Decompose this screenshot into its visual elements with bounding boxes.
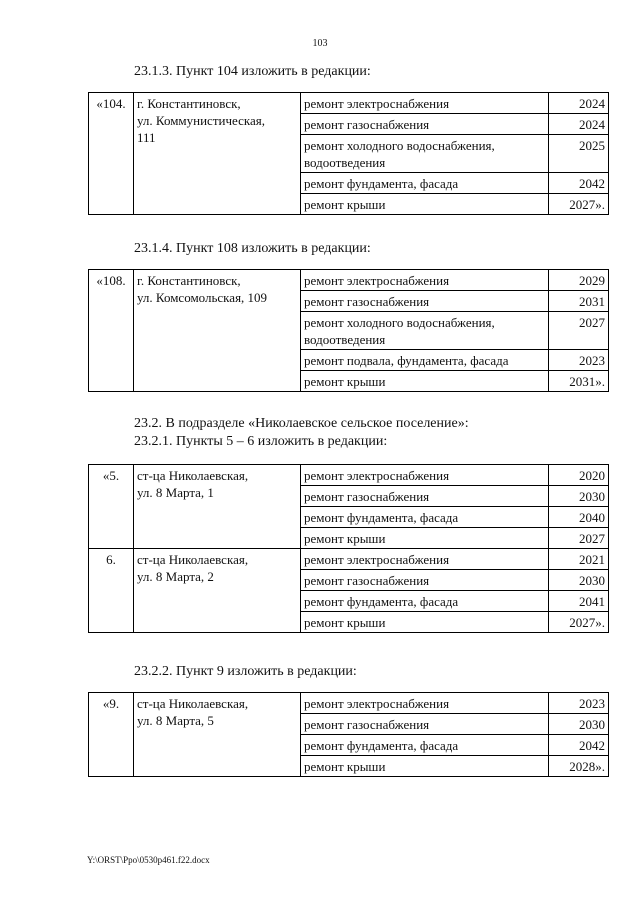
work-year: 2029 <box>549 270 609 291</box>
section-heading-9: 23.2.2. Пункт 9 изложить в редакции: <box>134 664 357 679</box>
work-name: ремонт фундамента, фасада <box>301 507 549 528</box>
page-number: 103 <box>312 38 328 49</box>
work-year: 2027». <box>549 194 609 215</box>
work-name: ремонт фундамента, фасада <box>301 591 549 612</box>
address-line: ст-ца Николаевская, <box>137 552 249 567</box>
work-year: 2031». <box>549 371 609 392</box>
table-row <box>89 270 609 291</box>
work-year: 2027». <box>549 612 609 633</box>
table-row <box>89 465 609 486</box>
item-number: «104. <box>89 93 134 215</box>
work-year: 2031 <box>549 291 609 312</box>
work-name: ремонт фундамента, фасада <box>301 173 549 194</box>
work-year: 2030 <box>549 486 609 507</box>
work-name: ремонт крыши <box>301 194 549 215</box>
address-line: ул. 8 Марта, 2 <box>137 569 214 584</box>
work-year: 2030 <box>549 570 609 591</box>
work-name: ремонт электроснабжения <box>301 93 549 114</box>
address-line: ул. Комсомольская, 109 <box>137 290 268 305</box>
work-name: ремонт газоснабжения <box>301 570 549 591</box>
item-address <box>134 693 301 777</box>
work-name: ремонт крыши <box>301 612 549 633</box>
work-year: 2024 <box>549 93 609 114</box>
address-line: г. Константиновск, <box>137 273 241 288</box>
work-year: 2025 <box>549 135 609 173</box>
section-heading-108: 23.1.4. Пункт 108 изложить в редакции: <box>134 241 371 256</box>
work-year: 2042 <box>549 173 609 194</box>
work-name: ремонт электроснабжения <box>301 465 549 486</box>
work-name: ремонт фундамента, фасада <box>301 735 549 756</box>
work-name: ремонт газоснабжения <box>301 714 549 735</box>
work-year: 2020 <box>549 465 609 486</box>
item-number: «5. <box>89 465 134 549</box>
work-year: 2027 <box>549 312 609 350</box>
table-row <box>89 93 609 114</box>
file-path-footer: Y:\ORST\Ppo\0530p461.f22.docx <box>87 855 210 865</box>
table-item-9 <box>88 692 609 777</box>
work-year: 2030 <box>549 714 609 735</box>
section-heading-104: 23.1.3. Пункт 104 изложить в редакции: <box>134 64 371 79</box>
address-line: ст-ца Николаевская, <box>137 468 249 483</box>
work-name: ремонт крыши <box>301 371 549 392</box>
work-year: 2021 <box>549 549 609 570</box>
address-line: ул. 8 Марта, 5 <box>137 713 214 728</box>
work-name: ремонт холодного водоснабжения, водоотведения <box>301 135 549 173</box>
work-name: ремонт электроснабжения <box>301 693 549 714</box>
work-year: 2024 <box>549 114 609 135</box>
work-year: 2027 <box>549 528 609 549</box>
work-year: 2041 <box>549 591 609 612</box>
item-number: «108. <box>89 270 134 392</box>
work-year: 2023 <box>549 350 609 371</box>
item-address <box>134 549 301 633</box>
work-name: ремонт электроснабжения <box>301 270 549 291</box>
work-name: ремонт газоснабжения <box>301 486 549 507</box>
section-subheading-5-6: 23.2.1. Пункты 5 – 6 изложить в редакции: <box>134 434 388 449</box>
work-name: ремонт подвала, фундамента, фасада <box>301 350 549 371</box>
work-name: ремонт газоснабжения <box>301 114 549 135</box>
item-address <box>134 270 301 392</box>
table-row <box>89 549 609 570</box>
table-items-5-6 <box>88 464 609 633</box>
item-address <box>134 93 301 215</box>
work-year: 2028». <box>549 756 609 777</box>
table-row <box>89 693 609 714</box>
work-name: ремонт крыши <box>301 756 549 777</box>
table-item-104 <box>88 92 609 215</box>
item-number: 6. <box>89 549 134 633</box>
work-name: ремонт электроснабжения <box>301 549 549 570</box>
address-line: г. Константиновск, <box>137 96 241 111</box>
item-address <box>134 465 301 549</box>
table-item-108 <box>88 269 609 392</box>
work-year: 2042 <box>549 735 609 756</box>
item-number: «9. <box>89 693 134 777</box>
work-year: 2040 <box>549 507 609 528</box>
address-line: ст-ца Николаевская, <box>137 696 249 711</box>
address-line: ул. 8 Марта, 1 <box>137 485 214 500</box>
section-heading-nikolaevskoe: 23.2. В подразделе «Николаевское сельское поселение»: <box>134 416 469 431</box>
work-year: 2023 <box>549 693 609 714</box>
work-name: ремонт газоснабжения <box>301 291 549 312</box>
address-line: ул. Коммунистическая, <box>137 113 265 128</box>
work-name: ремонт крыши <box>301 528 549 549</box>
work-name: ремонт холодного водоснабжения, водоотведения <box>301 312 549 350</box>
address-line: 111 <box>137 130 156 145</box>
